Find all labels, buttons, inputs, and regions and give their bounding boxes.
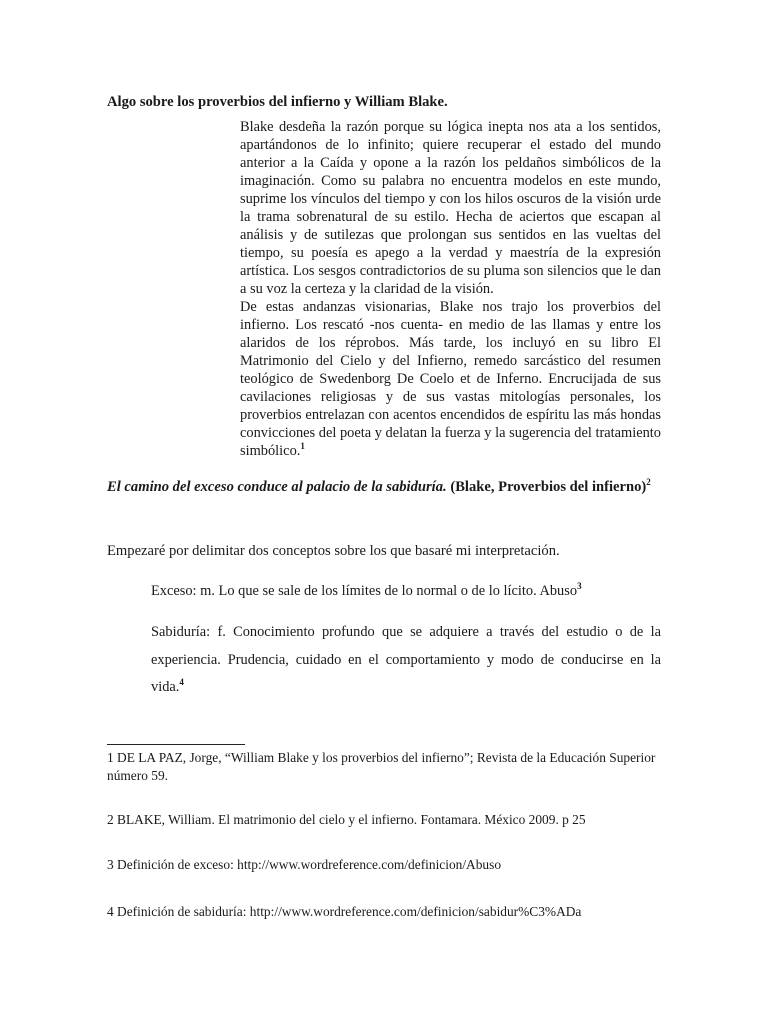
definition-sabiduria [151, 619, 661, 702]
block-quote [240, 118, 661, 460]
epigraph-source: (Blake, Proverbios del infierno) [446, 479, 647, 495]
footnote-ref: 2 [646, 477, 651, 488]
footnote: 2 BLAKE, William. El matrimonio del cielo y el infierno. Fontamara. México 2009. p 25 [107, 812, 586, 827]
footnote: 3 Definición de exceso: http://www.wordreference.com/definicion/Abuso [107, 857, 502, 872]
document-title: Algo sobre los proverbios del infierno y William Blake. [107, 94, 448, 110]
footnote-separator [107, 744, 245, 745]
epigraph [107, 474, 661, 500]
definition-exceso [151, 581, 661, 601]
quote-paragraph [240, 298, 661, 460]
footnote: 1 DE LA PAZ, Jorge, “William Blake y los proverbios del infierno”; Revista de la Educación Superior número 59. [107, 750, 656, 783]
footnote-ref: 1 [300, 441, 305, 452]
epigraph-quote: El camino del exceso conduce al palacio de la sabiduría. [107, 479, 447, 495]
footnote-ref: 4 [179, 677, 184, 688]
definition-text: Sabiduría: f. Conocimiento profundo que se adquiere a través del estudio o de la experiencia. Prudencia, cuidado en el comportamiento y modo de conducirse en la vida. [151, 624, 661, 695]
quote-paragraph: Blake desdeña la razón porque su lógica inepta nos ata a los sentidos, apartándonos de lo infinito; quiere recuperar el estado del mundo anterior a la Caída y opone a la razón los peldaños simbólicos de la imaginación. Como su palabra no encuentra modelos en este mundo, suprime los vínculos del tiempo y con los hilos oscuros de la visión urde la trama sobrenatural de su estilo. Hecha de aciertos que escapan al análisis y de sutilezas que prolongan sus sentidos en las vueltas del tiempo, su poesía es apego a la verdad y maestría de la expresión artística. Los sesgos contradictorios de su pluma son silencios que le dan a su voz la certeza y la claridad de la visión. [240, 119, 661, 297]
footnote-ref: 3 [577, 581, 582, 592]
intro-paragraph: Empezaré por delimitar dos conceptos sobre los que basaré mi interpretación. [107, 543, 560, 559]
quote-paragraph-text: De estas andanzas visionarias, Blake nos trajo los proverbios del infierno. Los rescató -nos cuenta- en medio de las llamas y entre los alaridos de los réprobos. Más tarde, los incluyó en su libro El Matrimonio del Cielo y del Infierno, remedo sarcástico del resumen teológico de Swedenborg De Coelo et de Inferno. Encrucijada de sus cavilaciones religiosas y de sus vastas mitologías personales, los proverbios entrelazan con acentos encendidos de espíritu las más hondas convicciones del poeta y delatan la fuerza y la sugerencia del tratamiento simbólico. [240, 299, 661, 459]
footnote: 4 Definición de sabiduría: http://www.wordreference.com/definicion/sabidur%C3%ADa [107, 904, 582, 919]
definition-text: Exceso: m. Lo que se sale de los límites de lo normal o de lo lícito. Abuso [151, 583, 578, 599]
